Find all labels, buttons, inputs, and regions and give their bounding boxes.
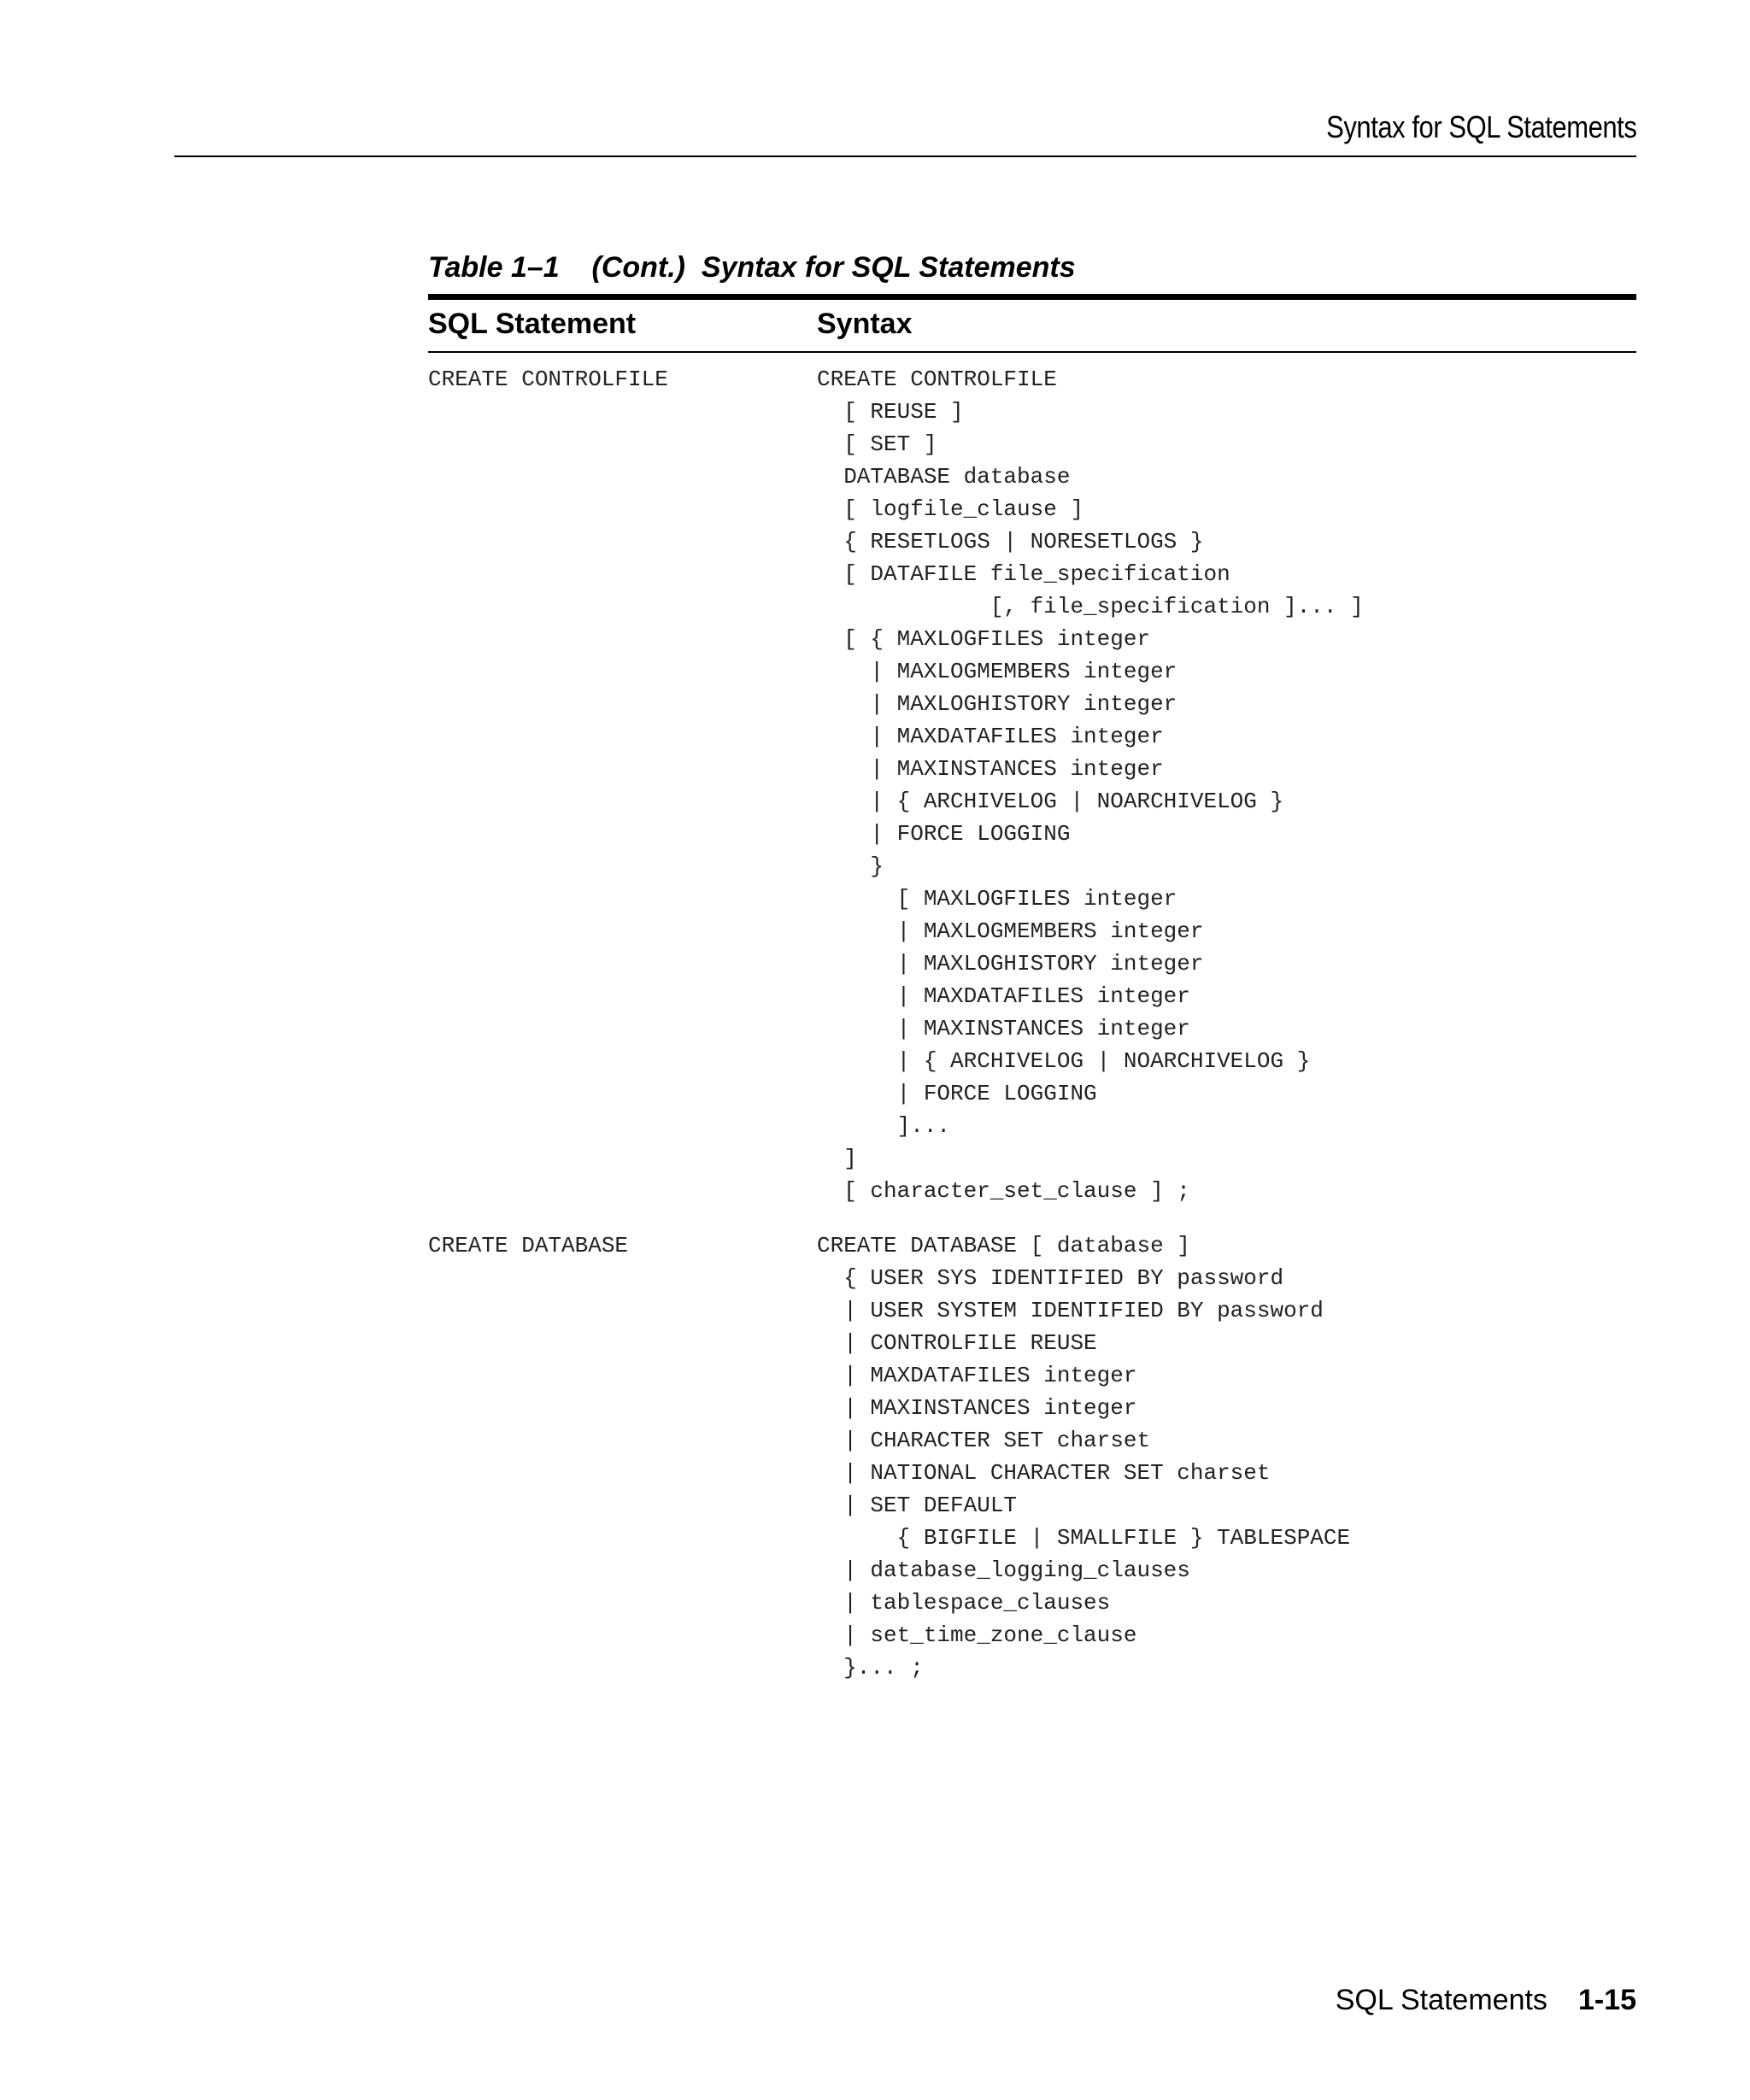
column-header-syntax: Syntax <box>817 308 913 340</box>
statement-name: CREATE DATABASE <box>428 1233 629 1258</box>
table-caption: Table 1–1 (Cont.) Syntax for SQL Statements <box>428 251 1076 284</box>
statement-name: CREATE CONTROLFILE <box>428 367 668 392</box>
syntax-block: CREATE DATABASE [ database ] { USER SYS IDENTIFIED BY password | USER SYSTEM IDENTIFIED BY password | CONTROLFILE REUSE | MAXDATAFILES integer | MAXINSTANCES integer | CHARACTER SET charset | NATIONAL CHARACTER SET charset | SET DEFAULT { BIGFILE | SMALLFILE } TABLESPACE | database_logging_clauses | tablespace_clauses | set_time_zone_clause }... ; <box>817 1233 1351 1681</box>
column-header-statement: SQL Statement <box>428 308 637 340</box>
table-header-rule <box>428 351 1636 353</box>
table-top-rule <box>428 294 1636 300</box>
page-number: 1-15 <box>1577 1984 1636 2016</box>
header-rule <box>174 155 1636 157</box>
footer-section-title: SQL Statements <box>1335 1984 1547 2016</box>
page-footer <box>1336 1984 1636 2017</box>
running-header-title: Syntax for SQL Statements <box>1325 109 1636 144</box>
syntax-block: CREATE CONTROLFILE [ REUSE ] [ SET ] DATABASE database [ logfile_clause ] { RESETLOGS | NORESETLOGS } [ DATAFILE file_specification [, file_specification ]... ] [ { MAXLOGFILES integer | MAXLOGMEMBERS integer | MAXLOGHISTORY integer | MAXDATAFILES integer | MAXINSTANCES integer | { ARCHIVELOG | NOARCHIVELOG } | FORCE LOGGING } [ MAXLOGFILES integer | MAXLOGMEMBERS integer | MAXLOGHISTORY integer | MAXDATAFILES integer | MAXINSTANCES integer | { ARCHIVELOG | NOARCHIVELOG } | FORCE LOGGING ]... ] [ character_set_clause ] ; <box>817 367 1364 1204</box>
